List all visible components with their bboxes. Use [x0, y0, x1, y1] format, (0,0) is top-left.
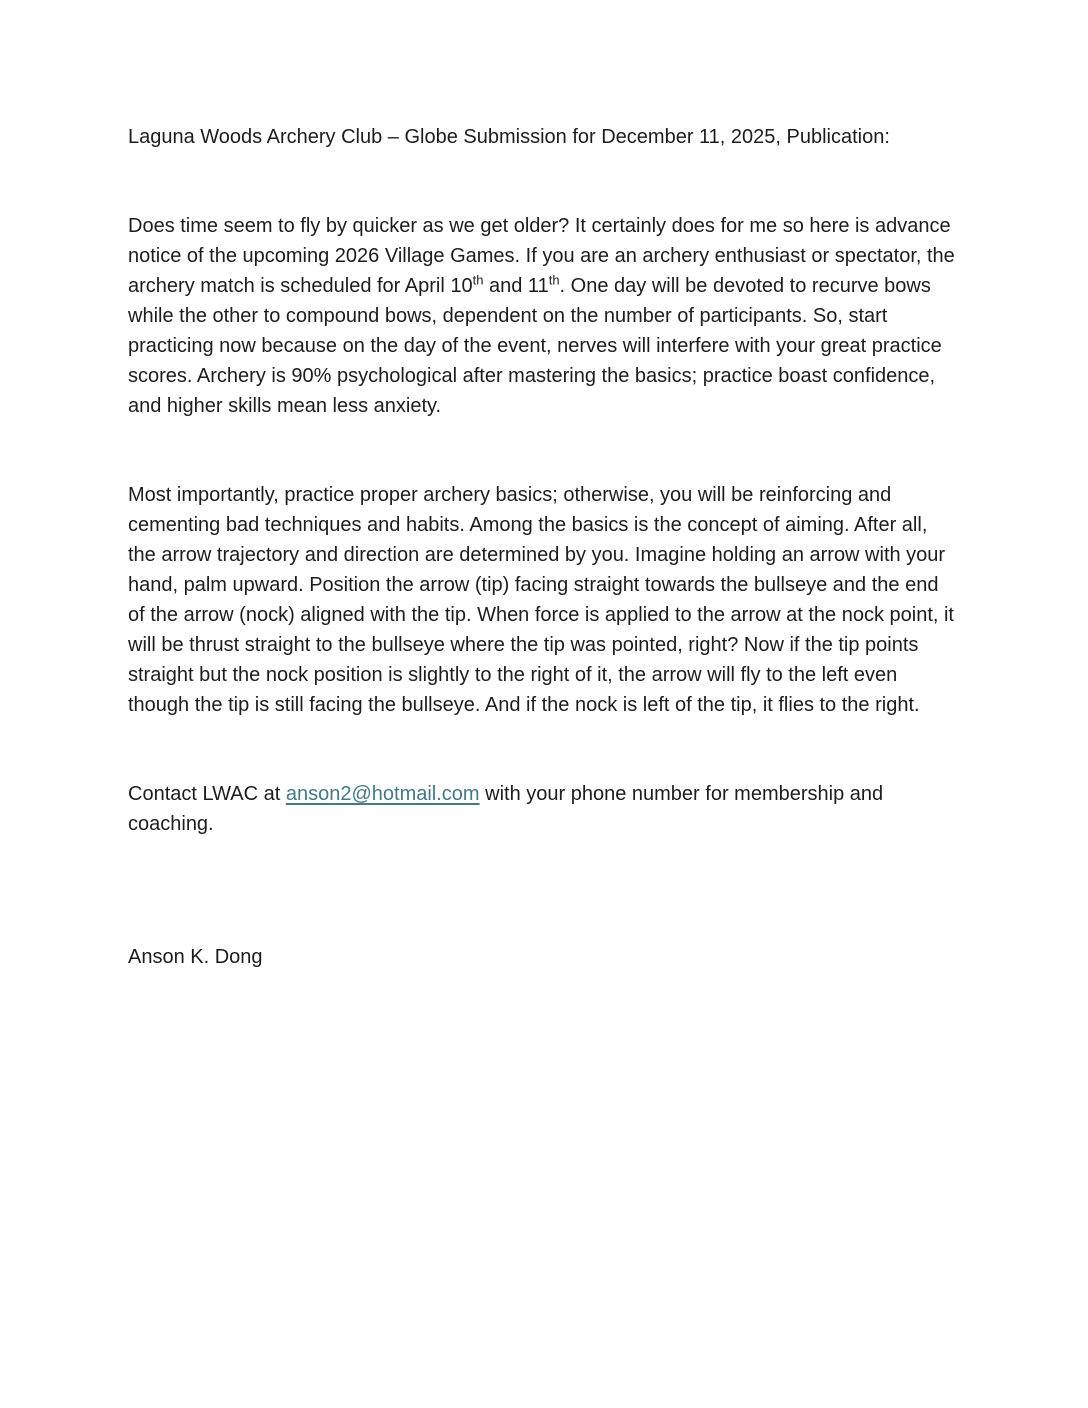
paragraph-intro-text-3: . One day will be devoted to recurve bows while the other to compound bows, dependent on the number of participants. So, start practicing now because on the day of the event, nerves will interfere with your great practice scores. Archery is 90% psychological after mastering the basics; practice boast confidence, and higher skills mean less anxiety.	[128, 275, 942, 417]
paragraph-intro	[128, 211, 960, 421]
signature-name: Anson K. Dong	[128, 946, 263, 968]
paragraph-intro-text-1: Does time seem to fly by quicker as we get older? It certainly does for me so here is advance notice of the upcoming 2026 Village Games. If you are an archery enthusiast or spectator, the archery match is scheduled for April 10	[128, 215, 955, 297]
paragraph-intro-text-2: and 11	[483, 275, 549, 297]
paragraph-contact	[128, 779, 960, 839]
ordinal-superscript: th	[548, 272, 560, 288]
ordinal-superscript: th	[472, 272, 484, 288]
document-body	[128, 122, 960, 972]
paragraph-contact-text-1: Contact LWAC at	[128, 783, 286, 805]
paragraph-contact-text-2: with your phone number for membership and coaching.	[128, 783, 884, 835]
document-title: Laguna Woods Archery Club – Globe Submission for December 11, 2025, Publication:	[128, 126, 890, 148]
paragraph-basics: Most importantly, practice proper archery basics; otherwise, you will be reinforcing and cementing bad techniques and habits. Among the basics is the concept of aiming. After all, the arrow trajectory and direction are determined by you. Imagine holding an arrow with your hand, palm upward. Position the arrow (tip) facing straight towards the bullseye and the end of the arrow (nock) aligned with the tip. When force is applied to the arrow at the nock point, it will be thrust straight to the bullseye where the tip was pointed, right? Now if the tip points straight but the nock position is slightly to the right of it, the arrow will fly to the left even though the tip is still facing the bullseye. And if the nock is left of the tip, it flies to the right.	[128, 484, 954, 716]
email-link[interactable]: anson2@hotmail.com	[285, 783, 480, 805]
